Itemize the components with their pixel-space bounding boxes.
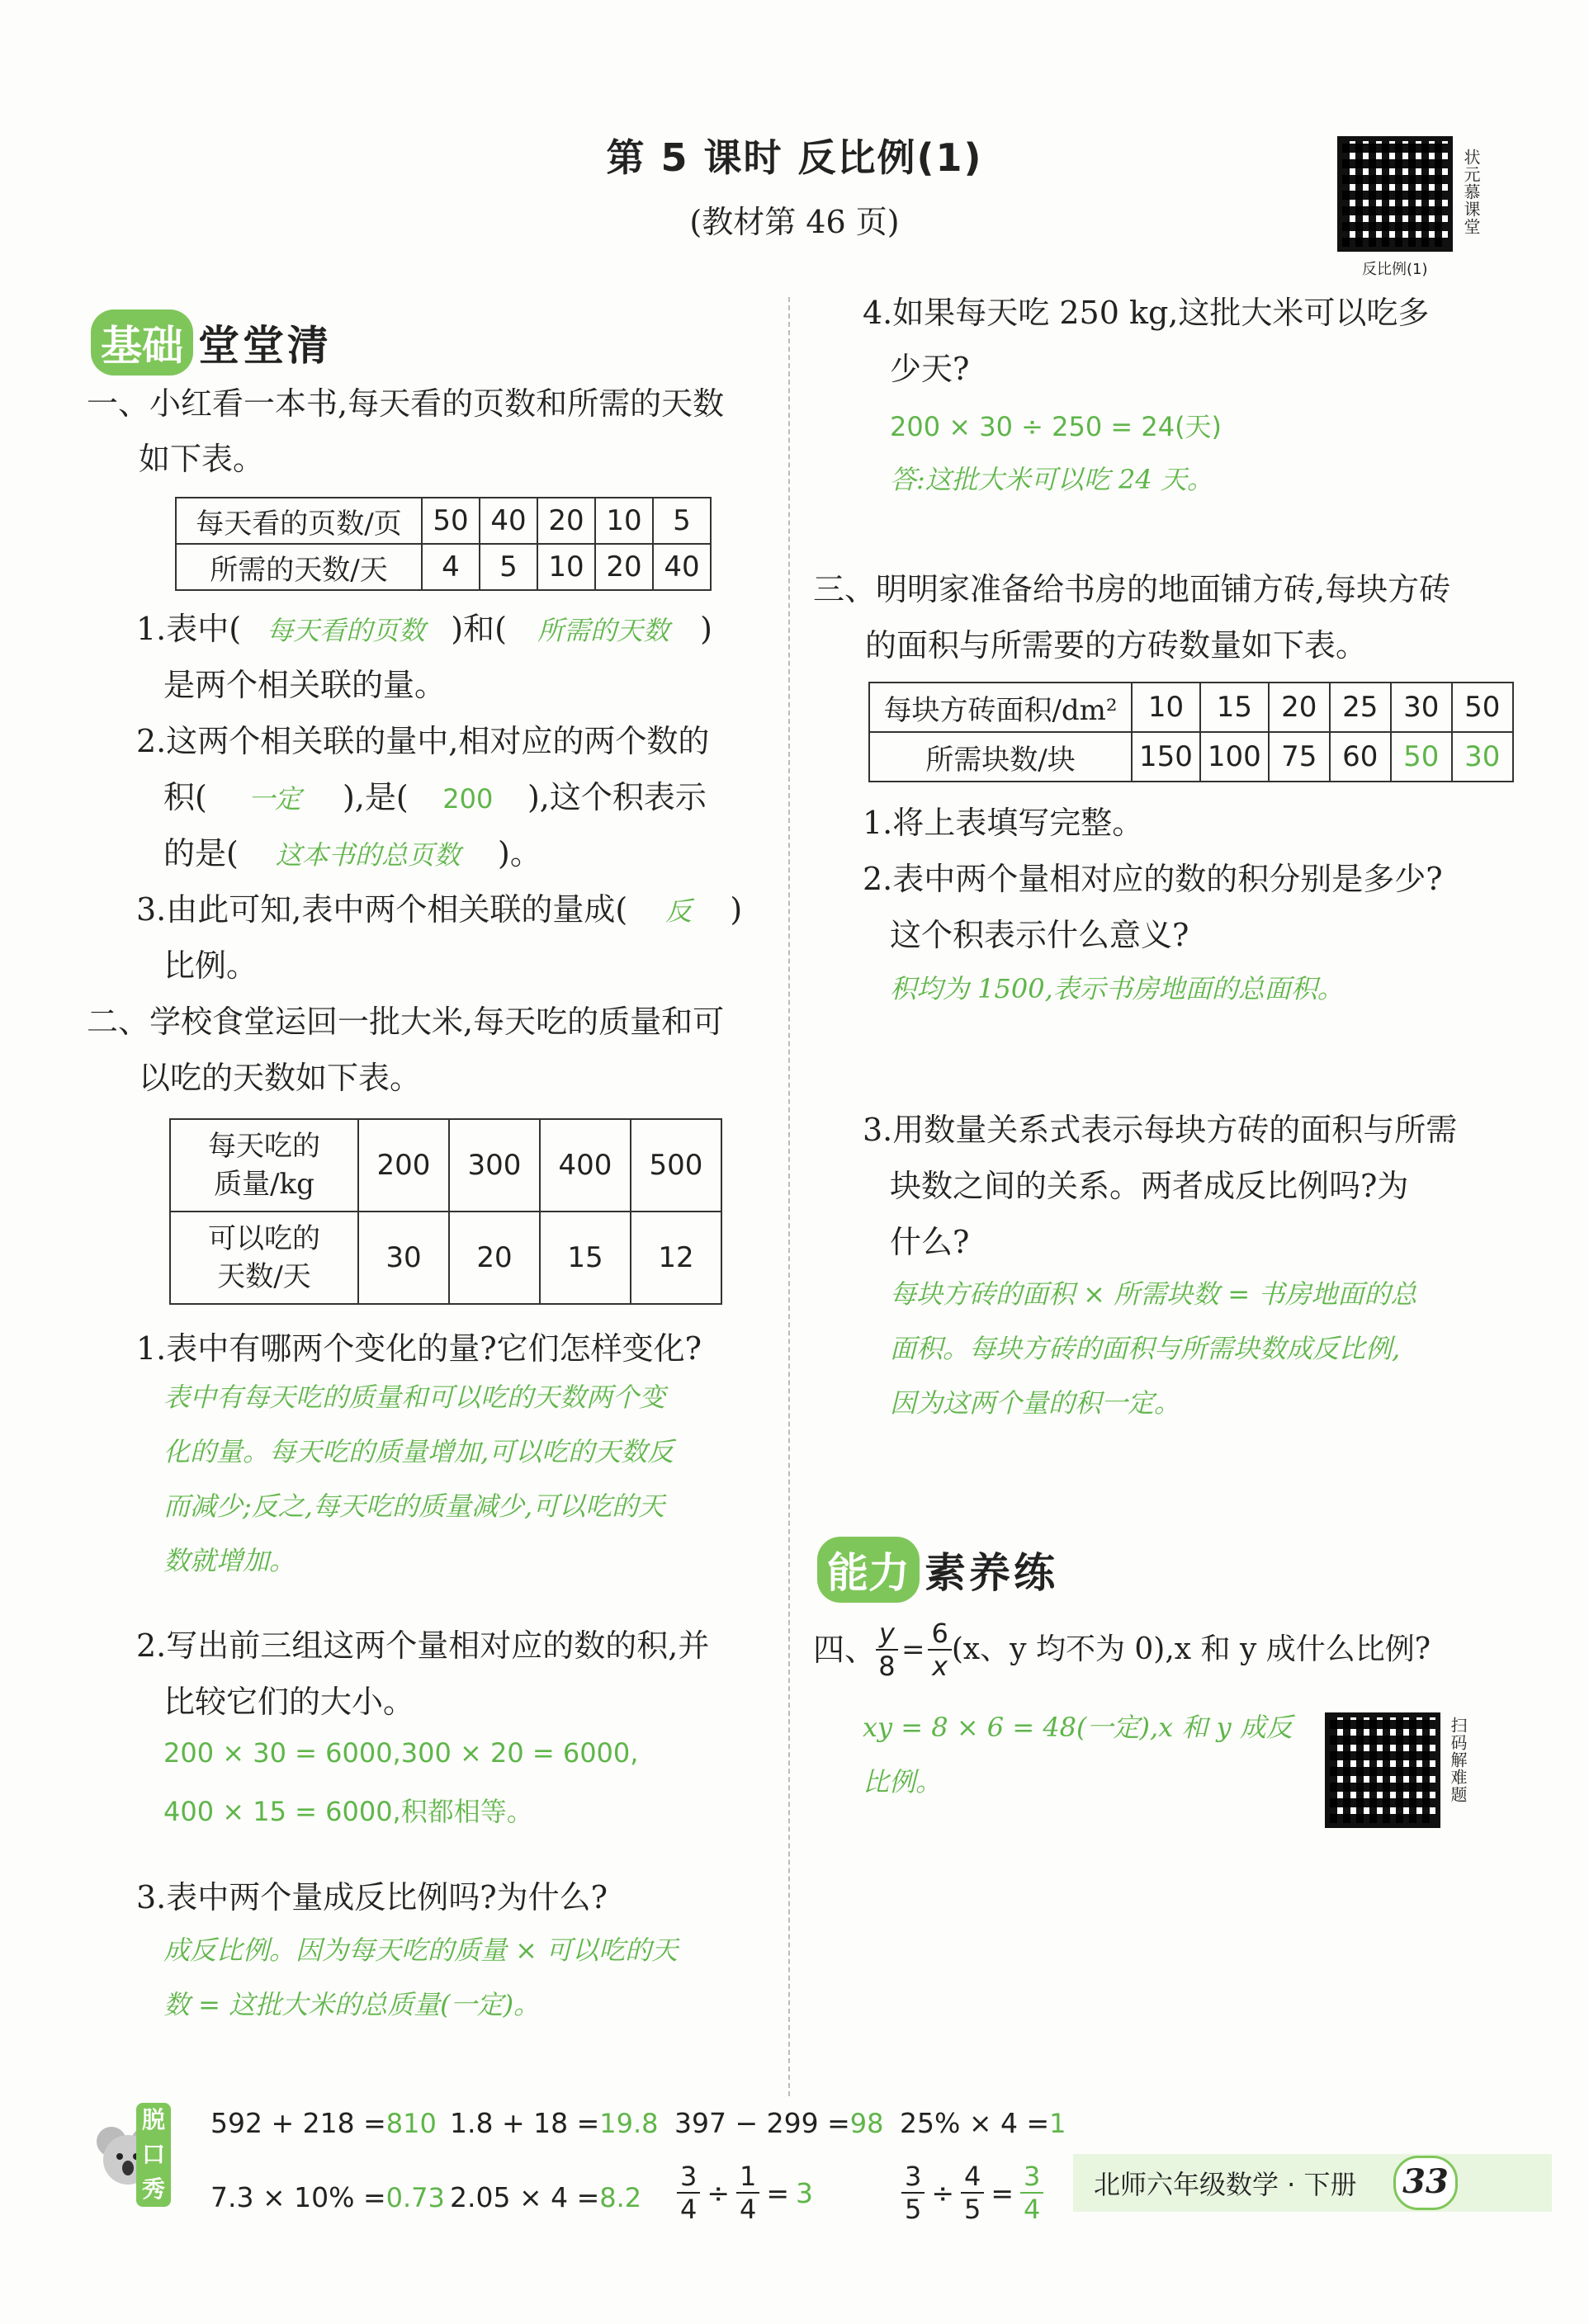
q1-sub2-text: ),这个积表示 xyxy=(527,779,707,815)
drill-item xyxy=(900,2107,1066,2139)
q1-sub1-text: ) xyxy=(700,611,712,647)
drill-item xyxy=(210,2107,437,2139)
table-cell: 20 xyxy=(1269,683,1330,732)
drill-fraction-item xyxy=(677,2161,813,2225)
drill-question: 1.8 + 18 = xyxy=(450,2107,600,2139)
table-cell: 50 xyxy=(1452,683,1513,732)
table-cell: 30 xyxy=(1391,683,1452,732)
drill-item xyxy=(450,2181,641,2213)
table-cell: 每天看的页数/页 xyxy=(176,498,422,544)
table-cell-answer: 30 xyxy=(1452,732,1513,782)
equals-sign: = xyxy=(766,2176,790,2209)
q1-sub2-text: 的是( xyxy=(163,835,239,872)
q3-sub3-answer-line: 因为这两个量的积一定。 xyxy=(890,1387,1181,1419)
denominator: 4 xyxy=(740,2194,757,2225)
qr-side-label: 扫码解难题 xyxy=(1448,1717,1468,1803)
table-cell: 50 xyxy=(422,498,480,544)
q1-sub1 xyxy=(136,601,712,658)
q2-text-line1: 二、学校食堂运回一批大米,每天吃的质量和可 xyxy=(87,1004,725,1040)
cell-label: 可以吃的 xyxy=(208,1222,320,1255)
q3-sub3-line3: 什么? xyxy=(890,1224,970,1260)
qr-side-label: 状元慕课堂 xyxy=(1461,149,1481,235)
table-row xyxy=(176,544,711,590)
q1-sub3-line2: 比例。 xyxy=(163,947,258,984)
table-cell: 40 xyxy=(653,544,711,590)
q1-text-line2: 如下表。 xyxy=(139,441,265,477)
q3-sub3-line2: 块数之间的关系。两者成反比例吗?为 xyxy=(890,1168,1409,1204)
table-cell: 15 xyxy=(1200,683,1269,732)
q2-sub4-answer-line: 答:这批大米可以吃 24 天。 xyxy=(890,464,1213,495)
answer-blank: 这本书的总页数 xyxy=(275,839,461,871)
table-cell: 5 xyxy=(480,544,537,590)
q2-sub2-line1: 2.写出前三组这两个量相对应的数的积,并 xyxy=(136,1627,710,1664)
answer-blank: 所需的天数 xyxy=(537,615,670,646)
q1-sub2-line1: 2.这两个相关联的量中,相对应的两个数的 xyxy=(136,723,710,759)
q1-sub2-text: 积( xyxy=(163,779,207,815)
drill-answer: 3 xyxy=(796,2176,814,2209)
equals-sign: = xyxy=(991,2176,1014,2209)
q2-sub2-answer-line: 200 × 30 = 6000,300 × 20 = 6000, xyxy=(163,1737,639,1769)
q4-answer-line: 比例。 xyxy=(863,1766,943,1797)
drill-question: 397 − 299 = xyxy=(674,2107,850,2139)
table-cell: 所需块数/块 xyxy=(869,732,1132,782)
q2-table xyxy=(169,1118,722,1305)
page-subtitle: (教材第 46 页) xyxy=(689,204,900,240)
section-badge-ability xyxy=(817,1537,1058,1603)
q1-sub3-line1 xyxy=(136,881,742,938)
table-cell: 每块方砖面积/dm² xyxy=(869,683,1132,732)
table-cell: 20 xyxy=(449,1212,540,1304)
q2-sub2-answer-line: 400 × 15 = 6000,积都相等。 xyxy=(163,1796,533,1827)
q3-sub1: 1.将上表填写完整。 xyxy=(863,805,1144,841)
denominator: 5 xyxy=(905,2194,922,2225)
q3-table xyxy=(868,682,1514,782)
q3-sub2-line1: 2.表中两个量相对应的数的积分别是多少? xyxy=(863,861,1443,897)
table-cell: 60 xyxy=(1330,732,1391,782)
q1-sub3-text: ) xyxy=(730,891,743,928)
q1-sub2-line2 xyxy=(163,769,707,827)
q3-sub3-answer-line: 面积。每块方砖的面积与所需块数成反比例, xyxy=(890,1333,1401,1364)
table-cell: 30 xyxy=(358,1212,449,1304)
q1-sub2-text: )。 xyxy=(498,835,541,872)
table-cell-answer: 50 xyxy=(1391,732,1452,782)
numerator: 1 xyxy=(736,2161,759,2194)
cell-label: 质量/kg xyxy=(214,1168,314,1201)
badge-text: 堂堂清 xyxy=(198,322,332,370)
table-cell: 200 xyxy=(358,1119,449,1212)
table-cell: 300 xyxy=(449,1119,540,1212)
drill-answer: 1 xyxy=(1049,2108,1066,2139)
table-cell: 15 xyxy=(540,1212,631,1304)
numerator: 4 xyxy=(961,2161,984,2194)
q1-sub1-text: )和( xyxy=(451,611,507,647)
q2-text-line2: 以吃的天数如下表。 xyxy=(139,1060,422,1096)
badge-highlight: 能力 xyxy=(817,1537,920,1603)
table-cell: 150 xyxy=(1132,732,1200,782)
q2-sub1-answer-line: 而减少;反之,每天吃的质量减少,可以吃的天 xyxy=(163,1490,665,1522)
denominator: 8 xyxy=(878,1651,896,1682)
q2-sub3: 3.表中两个量成反比例吗?为什么? xyxy=(136,1879,608,1915)
qr-caption: 反比例(1) xyxy=(1362,261,1428,278)
drill-item xyxy=(450,2107,659,2139)
badge-highlight: 基础 xyxy=(91,309,193,376)
badge-text: 素养练 xyxy=(925,1549,1058,1597)
operator: ÷ xyxy=(931,2176,955,2209)
q3-sub2-line2: 这个积表示什么意义? xyxy=(890,917,1189,953)
numerator: 3 xyxy=(677,2161,700,2194)
q1-sub2-text: ),是( xyxy=(343,779,409,815)
table-cell: 10 xyxy=(595,498,653,544)
fraction xyxy=(901,2161,925,2225)
table-row xyxy=(170,1119,721,1212)
denominator: 5 xyxy=(964,2194,981,2225)
q3-sub3-line1: 3.用数量关系式表示每块方砖的面积与所需 xyxy=(863,1112,1458,1148)
q1-sub1-line2: 是两个相关联的量。 xyxy=(163,667,447,703)
numerator: 3 xyxy=(1020,2161,1043,2194)
q2-sub1-answer-line: 表中有每天吃的质量和可以吃的天数两个变 xyxy=(163,1382,666,1413)
table-cell: 10 xyxy=(537,544,595,590)
page-title: 第 5 课时 反比例(1) xyxy=(606,135,983,180)
q4-question xyxy=(813,1618,1431,1682)
fraction-6-over-x xyxy=(928,1618,951,1682)
table-cell: 25 xyxy=(1330,683,1391,732)
q1-sub3-text: 3.由此可知,表中两个相关联的量成( xyxy=(136,891,628,928)
numerator: y xyxy=(876,1618,898,1651)
q1-sub2-line3 xyxy=(163,825,541,882)
fraction xyxy=(961,2161,984,2225)
q3-sub2-answer: 积均为 1500,表示书房地面的总面积。 xyxy=(890,973,1344,1004)
denominator: 4 xyxy=(680,2194,698,2225)
table-cell: 40 xyxy=(480,498,537,544)
answer-blank: 一定 xyxy=(248,783,301,815)
q3-text-line1: 三、明明家准备给书房的地面铺方砖,每块方砖 xyxy=(813,571,1451,607)
table-cell: 100 xyxy=(1200,732,1269,782)
table-cell: 所需的天数/天 xyxy=(176,544,422,590)
q3-sub3-answer-line: 每块方砖的面积 × 所需块数 = 书房地面的总 xyxy=(890,1278,1417,1310)
q2-sub1-answer-line: 化的量。每天吃的质量增加,可以吃的天数反 xyxy=(163,1436,674,1467)
q4-answer-line: xy = 8 × 6 = 48(一定),x 和 y 成反 xyxy=(863,1712,1293,1743)
drill-answer: 8.2 xyxy=(599,2182,642,2213)
page-number: 33 xyxy=(1393,2156,1458,2210)
table-cell: 4 xyxy=(422,544,480,590)
q2-sub1-answer-line: 数就增加。 xyxy=(163,1545,296,1576)
denominator: 4 xyxy=(1024,2194,1041,2225)
denominator: x xyxy=(932,1651,948,1682)
table-cell: 400 xyxy=(540,1119,631,1212)
drill-answer: 19.8 xyxy=(599,2108,659,2139)
table-cell: 20 xyxy=(537,498,595,544)
q4-prefix: 四、 xyxy=(813,1632,877,1668)
equals-sign: = xyxy=(901,1633,925,1666)
drill-question: 7.3 × 10% = xyxy=(210,2181,386,2213)
drill-answer: 810 xyxy=(385,2108,437,2139)
answer-blank: 每天看的页数 xyxy=(267,615,426,646)
fraction-answer xyxy=(1020,2161,1043,2225)
fraction xyxy=(736,2161,759,2225)
table-cell: 75 xyxy=(1269,732,1330,782)
table-cell: 20 xyxy=(595,544,653,590)
q2-sub3-answer-line: 成反比例。因为每天吃的质量 × 可以吃的天 xyxy=(163,1934,679,1966)
drill-item xyxy=(210,2181,445,2213)
table-cell: 500 xyxy=(631,1119,721,1212)
answer-blank: 反 xyxy=(665,895,693,927)
cell-label: 每天吃的 xyxy=(208,1130,320,1163)
table-row xyxy=(869,683,1513,732)
q2-sub1: 1.表中有哪两个变化的量?它们怎样变化? xyxy=(136,1330,702,1367)
drill-answer: 98 xyxy=(849,2108,884,2139)
q4-text: (x、y 均不为 0),x 和 y 成什么比例? xyxy=(951,1632,1431,1666)
q2-sub4-answer-line: 200 × 30 ÷ 250 = 24(天) xyxy=(890,411,1222,442)
numerator: 3 xyxy=(901,2161,925,2194)
talk-show-label: 脱口秀 xyxy=(136,2103,171,2207)
table-cell: 5 xyxy=(653,498,711,544)
drill-answer: 0.73 xyxy=(385,2182,445,2213)
q2-sub2-line2: 比较它们的大小。 xyxy=(163,1684,415,1720)
section-badge-basic xyxy=(91,309,332,376)
table-cell: 10 xyxy=(1132,683,1200,732)
q3-text-line2: 的面积与所需要的方砖数量如下表。 xyxy=(865,627,1368,664)
q2-sub4-line1: 4.如果每天吃 250 kg,这批大米可以吃多 xyxy=(863,295,1430,331)
qr-code-icon[interactable] xyxy=(1325,1712,1440,1828)
book-title: 北师六年级数学 · 下册 xyxy=(1094,2169,1357,2200)
q2-sub3-answer-line: 数 = 这批大米的总质量(一定)。 xyxy=(163,1989,541,2020)
q2-sub4-line2: 少天? xyxy=(890,351,970,387)
operator: ÷ xyxy=(707,2176,731,2209)
drill-fraction-item xyxy=(901,2161,1043,2225)
fraction xyxy=(677,2161,700,2225)
table-cell xyxy=(170,1212,358,1304)
fraction-y-over-8 xyxy=(876,1618,898,1682)
q1-table xyxy=(175,497,712,591)
cell-label: 天数/天 xyxy=(217,1260,311,1293)
answer-blank: 200 xyxy=(442,783,494,815)
drill-question: 592 + 218 = xyxy=(210,2107,386,2139)
column-divider xyxy=(788,297,790,2096)
qr-code-icon[interactable] xyxy=(1337,136,1453,252)
drill-item xyxy=(674,2107,883,2139)
table-row xyxy=(170,1212,721,1304)
table-row xyxy=(176,498,711,544)
drill-question: 25% × 4 = xyxy=(900,2107,1050,2139)
q1-sub1-text: 1.表中( xyxy=(136,611,242,647)
table-cell xyxy=(170,1119,358,1212)
numerator: 6 xyxy=(928,1618,951,1651)
table-row xyxy=(869,732,1513,782)
q1-text-line1: 一、小红看一本书,每天看的页数和所需的天数 xyxy=(87,385,725,422)
drill-question: 2.05 × 4 = xyxy=(450,2181,600,2213)
table-cell: 12 xyxy=(631,1212,721,1304)
